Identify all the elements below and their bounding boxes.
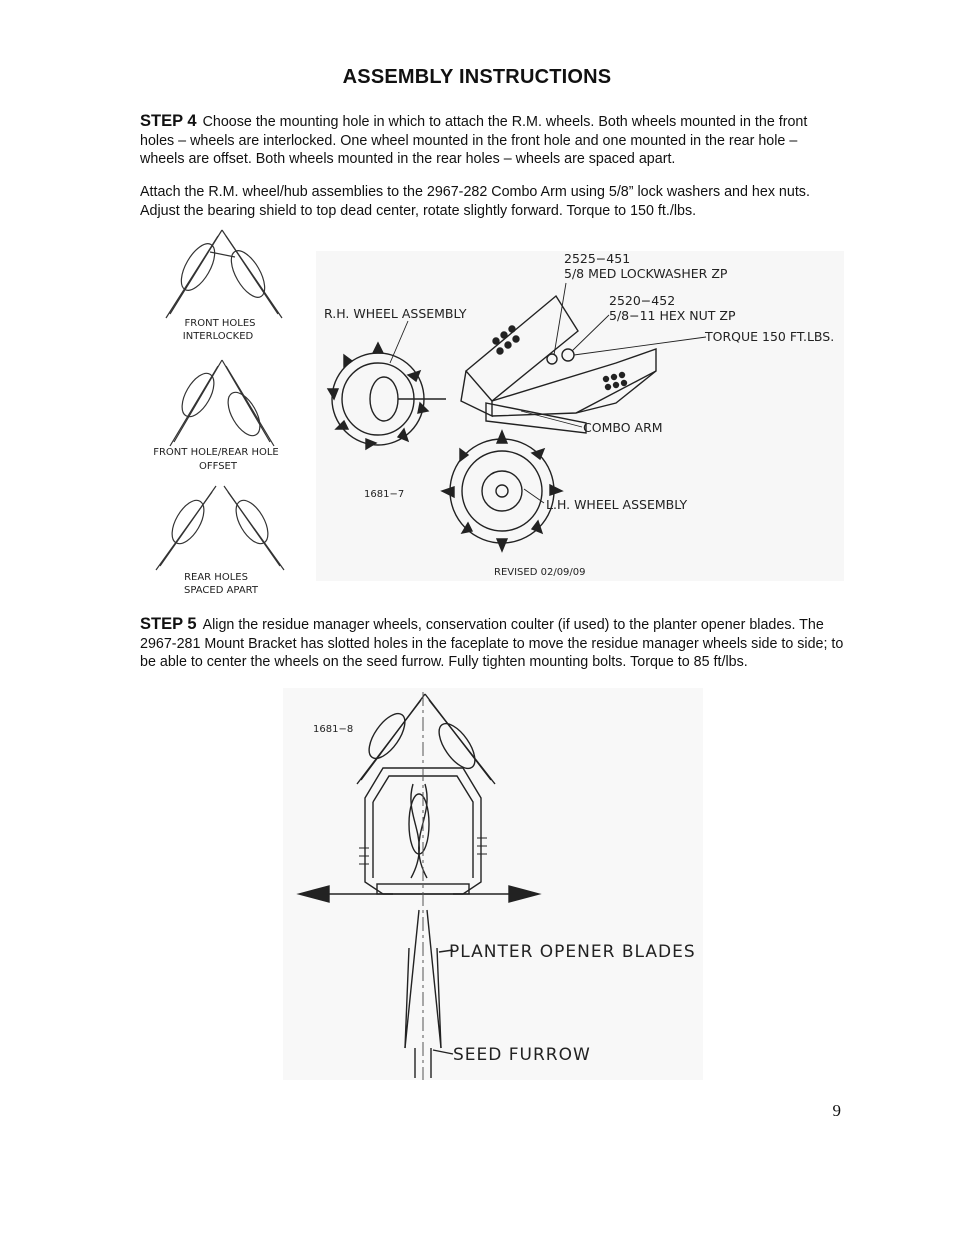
step4-paragraph bbox=[140, 112, 845, 169]
combo-arm-assembly-figure bbox=[316, 251, 844, 581]
step4-label: STEP 4 bbox=[140, 112, 197, 130]
rh-wheel-label: R.H. WHEEL ASSEMBLY bbox=[324, 306, 467, 321]
combo-arm-label: COMBO ARM bbox=[583, 420, 663, 435]
offset-label-2: OFFSET bbox=[199, 461, 237, 472]
planter-opener-blades-label: PLANTER OPENER BLADES bbox=[449, 942, 696, 962]
interlocked-drawing bbox=[166, 230, 282, 318]
torque-label: TORQUE 150 FT.LBS. bbox=[705, 329, 835, 344]
step5-text: Align the residue manager wheels, conservation coulter (if used) to the planter opener blades. The 2967-281 Mount Bracket has slotted holes in the faceplate to move the residue manager wheels side to side; to be able to center the wheels on the seed furrow. Fully tighten mounting bolts. Torque to 85 ft/lbs. bbox=[140, 617, 844, 671]
spaced-apart-drawing bbox=[156, 486, 284, 570]
drawing-number-1: 1681−7 bbox=[364, 489, 405, 500]
front-holes-label-2: INTERLOCKED bbox=[182, 331, 254, 342]
lockwasher-description: 5/8 MED LOCKWASHER ZP bbox=[564, 266, 728, 281]
step5-label: STEP 5 bbox=[140, 615, 197, 633]
step5-paragraph bbox=[140, 615, 845, 672]
page-number: 9 bbox=[832, 1101, 841, 1120]
front-holes-label-1: FRONT HOLES bbox=[184, 318, 256, 329]
drawing-number-2: 1681−8 bbox=[313, 724, 354, 735]
lockwasher-part-number: 2525−451 bbox=[564, 251, 631, 266]
lh-wheel-label: L.H. WHEEL ASSEMBLY bbox=[546, 497, 688, 512]
revised-date: REVISED 02/09/09 bbox=[494, 567, 586, 578]
wheel-configurations-figure bbox=[140, 222, 300, 602]
offset-drawing bbox=[170, 360, 274, 446]
offset-label-1: FRONT HOLE/REAR HOLE bbox=[153, 447, 279, 458]
hexnut-part-number: 2520−452 bbox=[609, 293, 676, 308]
hexnut-description: 5/8−11 HEX NUT ZP bbox=[609, 308, 736, 323]
rear-holes-label-1: REAR HOLES bbox=[184, 572, 248, 583]
page-title: ASSEMBLY INSTRUCTIONS bbox=[342, 66, 612, 88]
seed-furrow-label: SEED FURROW bbox=[453, 1045, 591, 1065]
step4-paragraph-2: Attach the R.M. wheel/hub assemblies to the 2967-282 Combo Arm using 5/8” lock washers and hex nuts. Adjust the bearing shield to top dead center, rotate slightly forward. Torque to 150 ft./lbs. bbox=[140, 184, 810, 219]
step4-text: Choose the mounting hole in which to attach the R.M. wheels. Both wheels mounted in the front holes – wheels are interlocked. One wheel mounted in the front hole and one mounted in the rear hole – wheels are offset. Both wheels mounted in the rear holes – wheels are spaced apart. bbox=[140, 114, 808, 168]
alignment-figure bbox=[283, 688, 703, 1080]
rear-holes-label-2: SPACED APART bbox=[184, 585, 258, 596]
